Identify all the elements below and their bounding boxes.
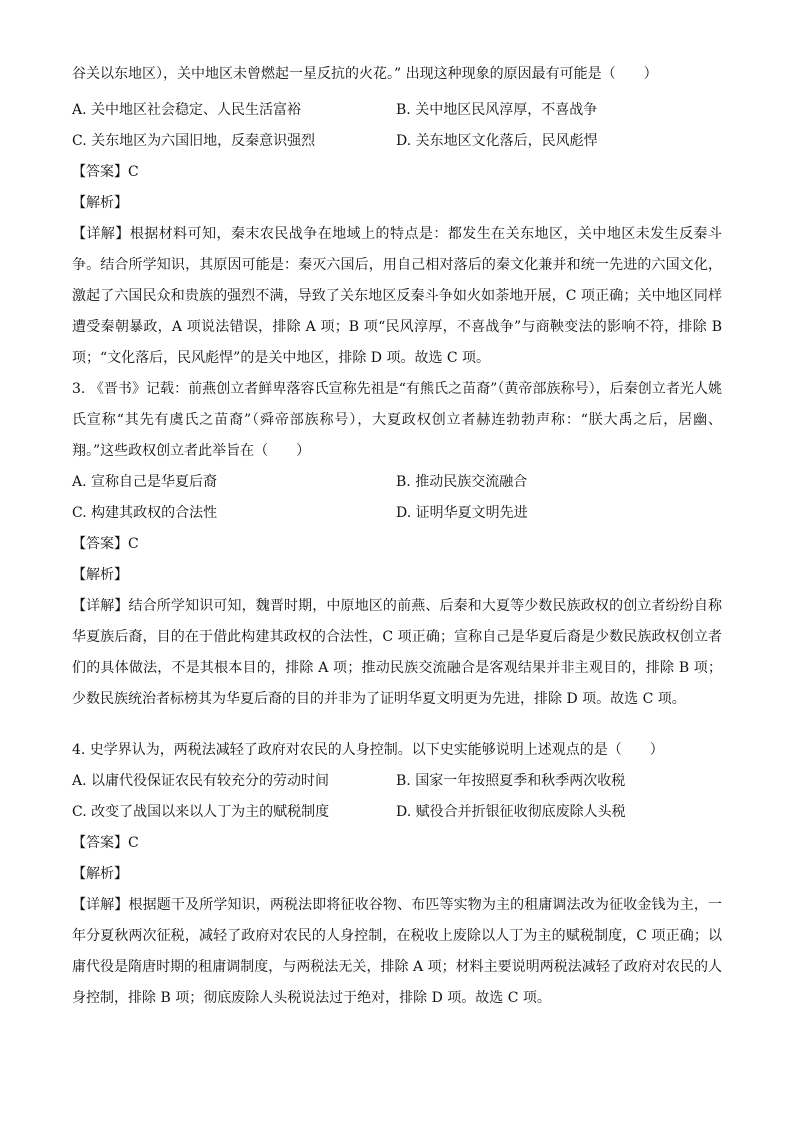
options-row — [72, 467, 722, 498]
option-a: A. 以庸代役保证农民有较充分的劳动时间 — [72, 773, 330, 789]
question-stem: 谷关以东地区），关中地区未曾燃起一星反抗的火花。” 出现这种现象的原因最有可能是（ ） — [72, 66, 658, 82]
answer-label: 【答案】C — [72, 164, 139, 180]
option-c: C. 关东地区为六国旧地，反秦意识强烈 — [72, 133, 316, 149]
option-d: D. 赋役合并折银征收彻底废除人头税 — [396, 804, 626, 820]
detail-text: 【详解】结合所学知识可知，魏晋时期，中原地区的前燕、后秦和大夏等少数民族政权的创立者纷纷自称华夏族后裔，目的在于借此构建其政权的合法性，C 项正确；宣称自己是华夏后裔是少数民族政权创立者们的具体做法，不是其根本目的，排除 A 项；推动民族交流融合是客观结果并非主观目的，排除 B 项；少数民族统治者标榜其为华夏后裔的目的并非为了证明华夏文明更为先进，排除 D 项。故选 C 项。 — [72, 598, 722, 707]
options-row — [72, 126, 722, 157]
question-stem: 4. 史学界认为，两税法减轻了政府对农民的人身控制。以下史实能够说明上述观点的是（ ） — [72, 742, 664, 758]
option-d: D. 关东地区文化落后，民风彪悍 — [396, 133, 598, 149]
options-row — [72, 797, 722, 828]
analysis-label: 【解析】 — [72, 866, 128, 882]
answer-label: 【答案】C — [72, 835, 139, 851]
options-row — [72, 498, 722, 529]
analysis-label: 【解析】 — [72, 195, 128, 211]
detail-text: 【详解】根据题干及所学知识，两税法即将征收谷物、布匹等实物为主的租庸调法改为征收金钱为主，一年分夏秋两次征税，减轻了政府对农民的人身控制，在税收上废除以人丁为主的赋税制度，C 项正确；以庸代役是隋唐时期的租庸调制度，与两税法无关，排除 A 项；材料主要说明两税法减轻了政府对农民的人身控制，排除 B 项；彻底废除人头税说法过于绝对，排除 D 项。故选 C 项。 — [72, 897, 722, 1006]
options-row — [72, 766, 722, 797]
spacer — [72, 715, 722, 735]
option-c: C. 构建其政权的合法性 — [72, 505, 218, 521]
option-a: A. 宣称自己是华夏后裔 — [72, 474, 218, 490]
option-d: D. 证明华夏文明先进 — [396, 505, 528, 521]
option-b: B. 国家一年按照夏季和秋季两次收税 — [396, 773, 626, 789]
question-2 — [72, 64, 722, 374]
option-a: A. 关中地区社会稳定、人民生活富裕 — [72, 102, 302, 118]
answer-label: 【答案】C — [72, 536, 139, 552]
question-stem: 3. 《晋书》记载：前燕创立者鲜卑落容氏宣称先祖是“有熊氏之苗裔”（黄帝部族称号），后秦创立者光人姚氏宣称“其先有虞氏之苗裔”（舜帝部族称号），大夏政权创立者赫连勃勃声称：“朕大禹之后，居幽、翔。”这些政权创立者此举旨在（ ） — [72, 381, 722, 459]
analysis-label: 【解析】 — [72, 567, 128, 583]
detail-text: 【详解】根据材料可知，秦末农民战争在地域上的特点是：都发生在关东地区，关中地区未发生反秦斗争。结合所学知识，其原因可能是：秦灭六国后，用自己相对落后的秦文化兼并和统一先进的六国文化，激起了六国民众和贵族的强烈不满，导致了关东地区反秦斗争如火如荼地开展，C 项正确；关中地区同样遭受秦朝暴政，A 项说法错误，排除 A 项；B 项“民风淳厚，不喜战争”与商鞅变法的影响不符，排除 B 项；“文化落后，民风彪悍”的是关中地区，排除 D 项。故选 C 项。 — [72, 226, 722, 366]
option-b: B. 关中地区民风淳厚，不喜战争 — [396, 102, 598, 118]
option-b: B. 推动民族交流融合 — [396, 474, 528, 490]
options-row — [72, 95, 722, 126]
option-c: C. 改变了战国以来以人丁为主的赋税制度 — [72, 804, 330, 820]
question-3 — [72, 374, 722, 715]
question-4 — [72, 735, 722, 1014]
